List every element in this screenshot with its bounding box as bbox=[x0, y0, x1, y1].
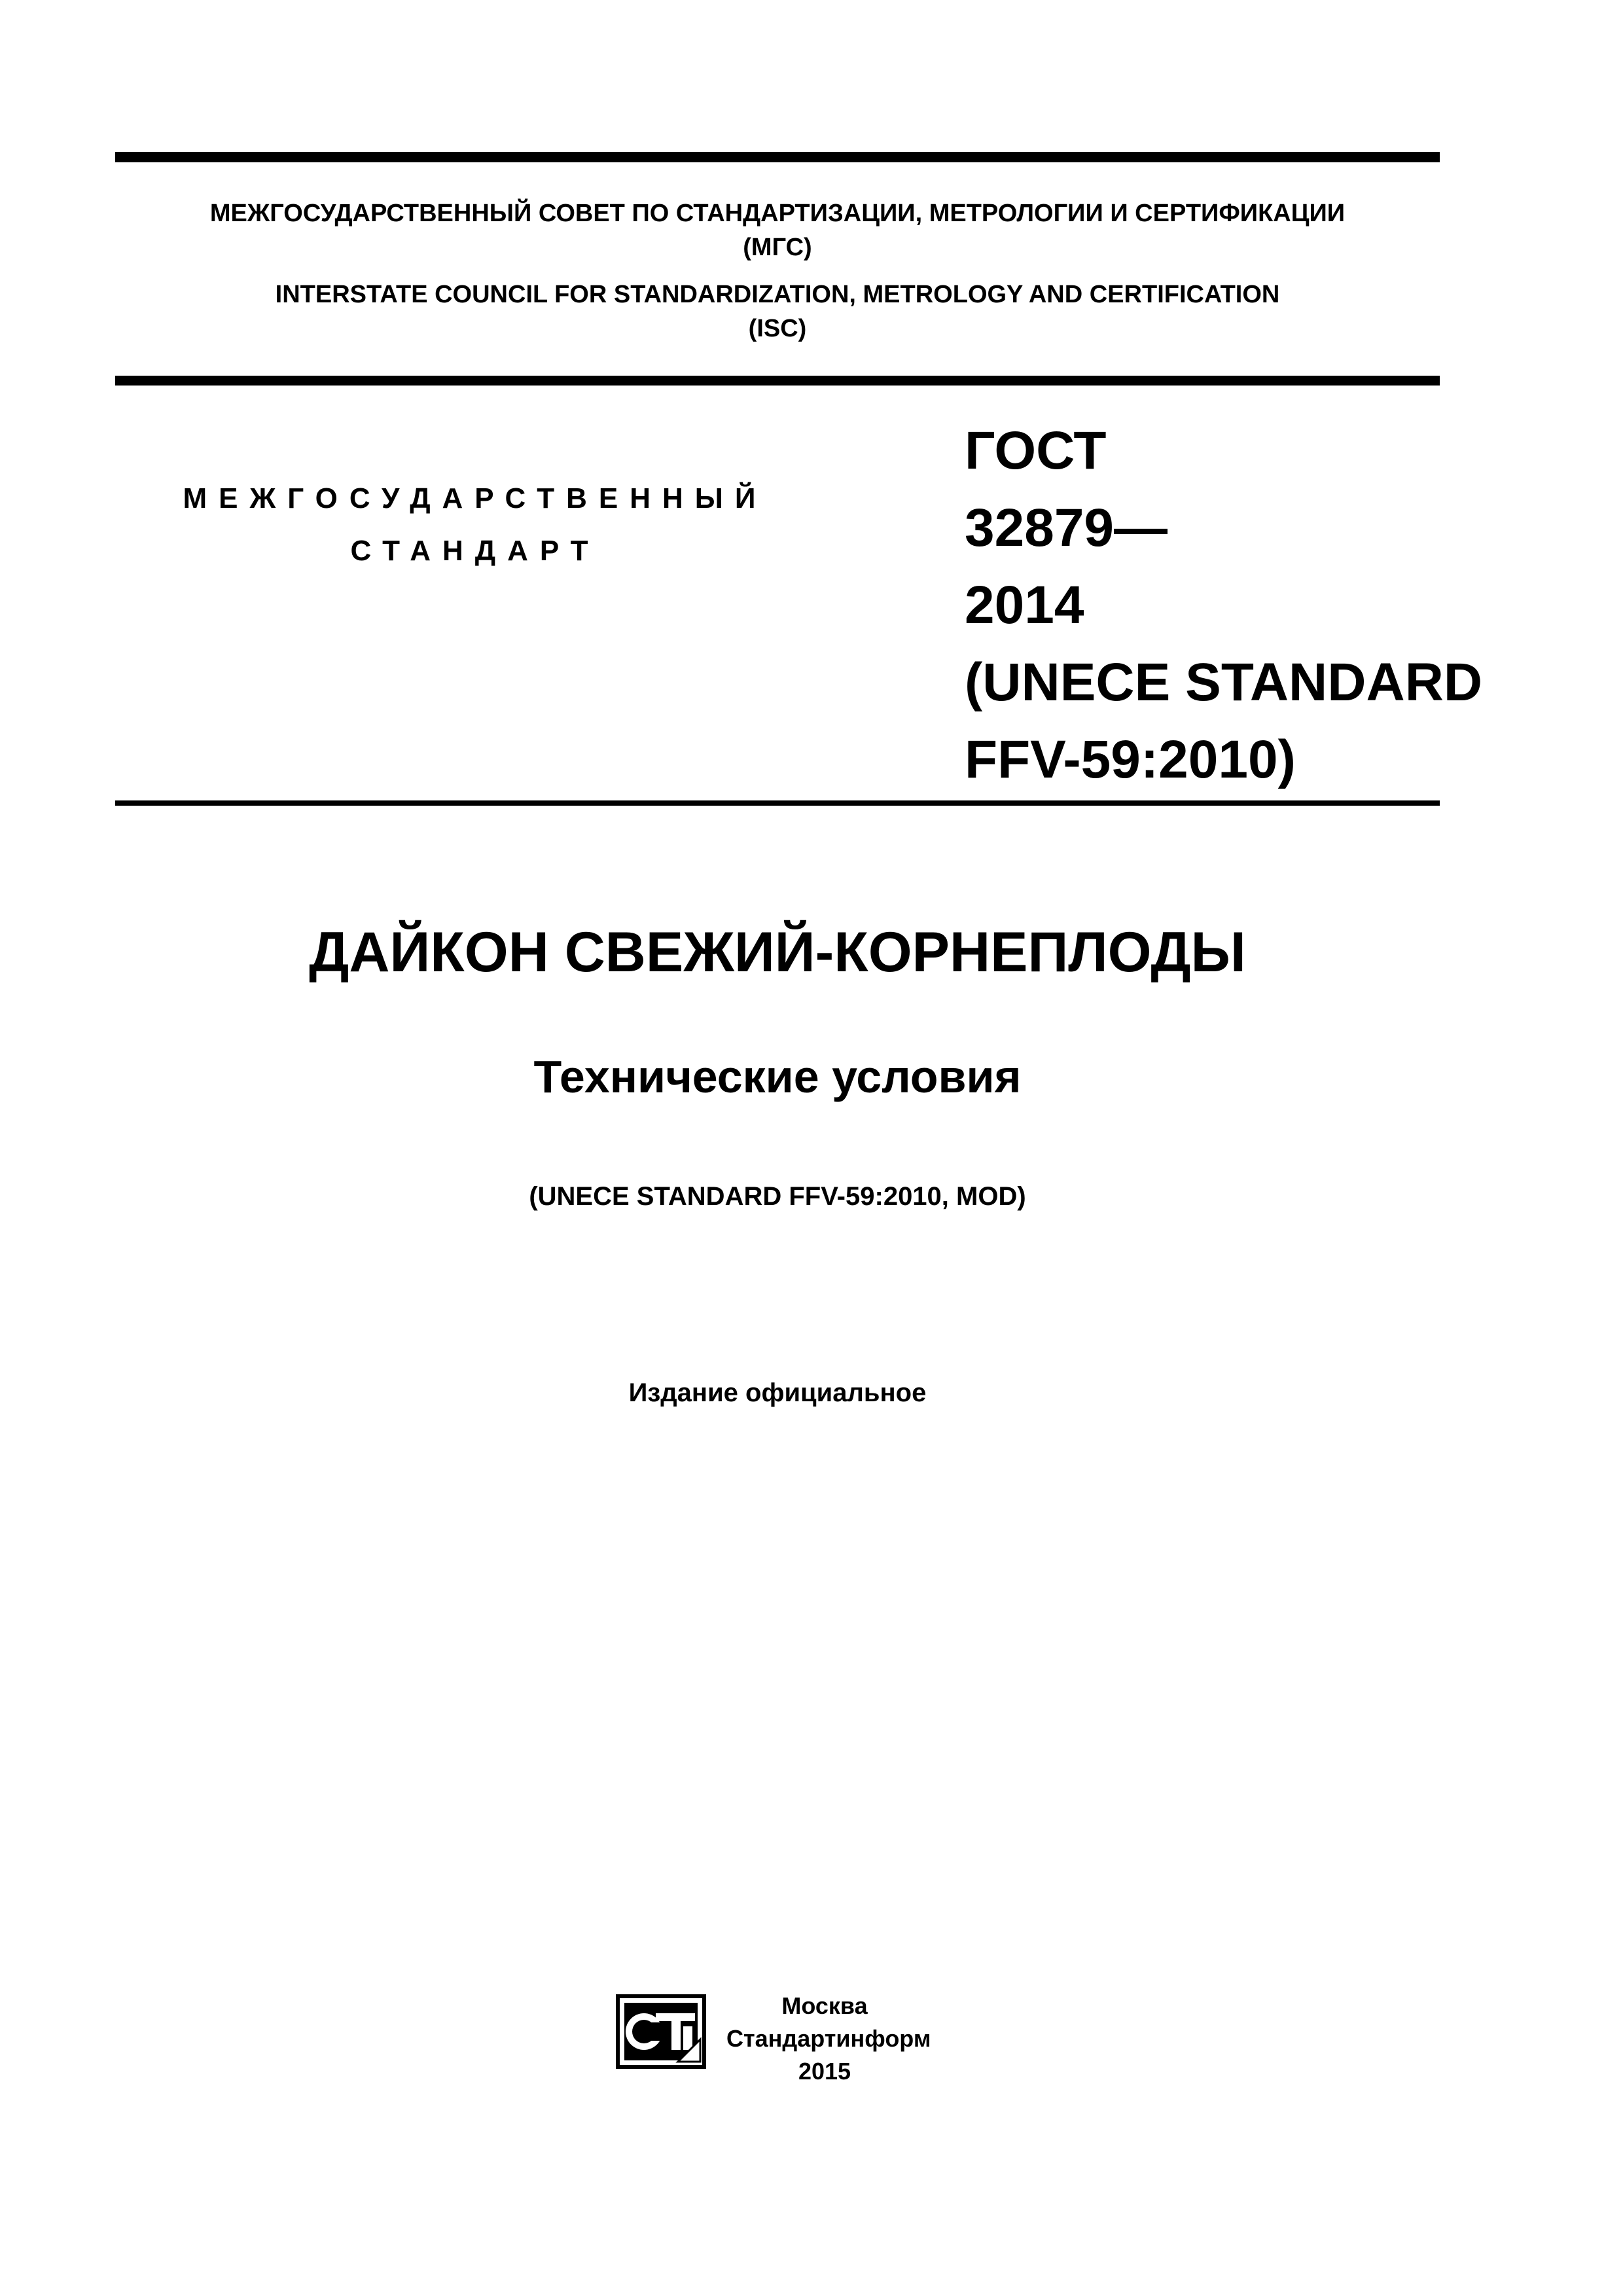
publication-year: 2015 bbox=[798, 2058, 851, 2085]
document-subtitle: Технические условия bbox=[533, 1051, 1022, 1102]
gost-line: FFV-59:2010) bbox=[965, 730, 1296, 789]
publisher-name: Стандартинформ bbox=[726, 2025, 931, 2052]
document-title: ДАЙКОН СВЕЖИЙ-КОРНЕПЛОДЫ bbox=[309, 921, 1246, 984]
council-ru-abbrev: (МГС) bbox=[743, 234, 812, 261]
gost-line: ГОСТ bbox=[965, 421, 1107, 480]
edition-note: Издание официальное bbox=[628, 1378, 927, 1407]
council-name-en bbox=[115, 278, 1440, 346]
top-rule bbox=[115, 152, 1440, 162]
document-reference: (UNECE STANDARD FFV-59:2010, MOD) bbox=[529, 1182, 1026, 1211]
publisher-info bbox=[726, 1990, 931, 2088]
bottom-rule bbox=[115, 800, 1440, 806]
standard-type bbox=[154, 473, 796, 577]
council-ru-line1: МЕЖГОСУДАРСТВЕННЫЙ СОВЕТ ПО СТАНДАРТИЗАЦИИ, МЕТРОЛОГИИ И СЕРТИФИКАЦИИ bbox=[209, 200, 1346, 227]
gost-line: 32879— bbox=[965, 498, 1168, 558]
gost-designation bbox=[965, 412, 1483, 798]
standard-type-line2: СТАНДАРТ bbox=[350, 535, 600, 567]
council-en-line1: INTERSTATE COUNCIL FOR STANDARDIZATION, METROLOGY AND CERTIFICATION bbox=[275, 281, 1280, 308]
standard-type-line1: МЕЖГОСУДАРСТВЕННЫЙ bbox=[183, 482, 768, 514]
standartinform-logo-icon bbox=[615, 1994, 707, 2070]
gost-line: 2014 bbox=[965, 575, 1084, 635]
publisher-city: Москва bbox=[781, 1992, 868, 2019]
middle-rule bbox=[115, 376, 1440, 386]
council-en-abbrev: (ISC) bbox=[748, 315, 807, 342]
gost-line: (UNECE STANDARD bbox=[965, 653, 1483, 712]
council-name-ru bbox=[115, 196, 1440, 264]
